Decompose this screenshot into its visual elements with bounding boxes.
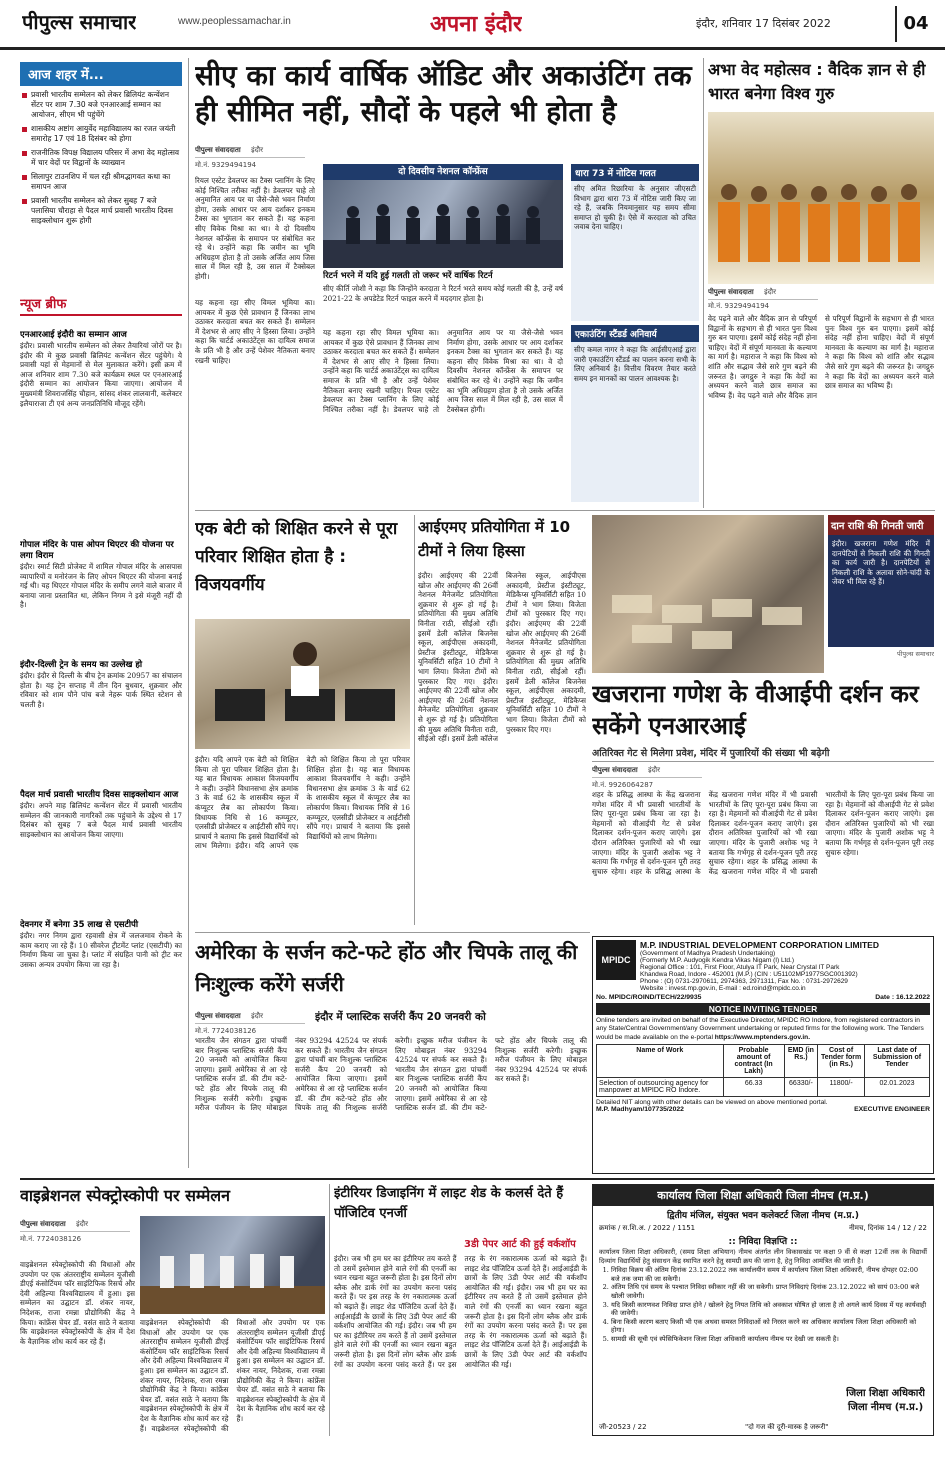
people-on-stage-icon <box>140 1216 325 1314</box>
neemuch-list <box>593 1266 933 1343</box>
horizontal-rule <box>195 932 590 933</box>
bullet-icon <box>22 151 27 156</box>
neemuch-slogan: "दो गज की दूरी-मास्क है जरूरी" <box>745 1423 829 1431</box>
ca-mobile: मो.नं. 9329494194 <box>195 161 257 169</box>
ca-sidebar <box>571 164 699 504</box>
column-divider <box>329 1184 330 1436</box>
tender-table <box>596 1044 930 1097</box>
ca-headline: सीए का कार्य वार्षिक ऑडिट और अकाउंटिंग तक ही सीमित नहीं, सौदों के पहले भी होता है <box>195 59 692 128</box>
khajrana-byline: पीपुल्स संवाददाता इंदौर <box>592 764 702 778</box>
ca-text-left: रियल एस्टेट डेवलपर का टैक्स प्लानिंग के लिए कोई निश्चित तरीका नहीं है। डेवलपर चाहे तो अनुमानित आय पर या जैसे-जैसे भवन निर्माण होगा, उसके आधार पर आय दर्शाकर इनकम टैक्स का भुगतान कर सकते हैं। यह कहना सीए विवेक मिश्रा का था। वे दो दिवसीय नेशनल कॉन्फ्रेंस के समापन पर संबोधित कर रहे थे। उन्होंने कहा कि जमीन का भूमि अधिग्रहण होता है तो उसके अर्जित आय जिस साल में मिल रही है, उस साल में टैक्सेबल होगी। <box>195 176 315 281</box>
khajrana-text: शहर के प्रसिद्ध आस्था के केंद्र खजराना गणेश मंदिर में भी प्रवासी भारतीयों के लिए पूरा-पूरा प्रबंध किया जा रहा है। मेहमानों को वीआईपी गेट से प्रवेश दिलाकर दर्शन-पूजन कराए जाएंगे। इस दौरान अतिरिक्त पुजारियों को भी रखा जाएगा। मंदिर के पुजारी अशोक भट्ट ने बताया कि गर्भगृह से दर्शन-पूजन पूरी तरह सुचारु रहेगा। शहर के प्रसिद्ध आस्था के केंद्र खजराना गणेश मंदिर में भी प्रवासी भारतीयों के लिए पूरा-पूरा प्रबंध किया जा रहा है। मेहमानों को वीआईपी गेट से प्रवेश दिलाकर दर्शन-पूजन कराए जाएंगे। इस दौरान अतिरिक्त पुजारियों को भी रखा जाएगा। मंदिर के पुजारी अशोक भट्ट ने बताया कि गर्भगृह से दर्शन-पूजन पूरी तरह सुचारु रहेगा। शहर के प्रसिद्ध आस्था के केंद्र खजराना गणेश मंदिर में भी प्रवासी भारतीयों के लिए पूरा-पूरा प्रबंध किया जा रहा है। मेहमानों को वीआईपी गेट से प्रवेश दिलाकर दर्शन-पूजन कराए जाएंगे। इस दौरान अतिरिक्त पुजारियों को भी रखा जाएगा। मंदिर के पुजारी अशोक भट्ट ने बताया कि गर्भगृह से दर्शन-पूजन पूरी तरह सुचारु रहेगा। <box>592 790 934 876</box>
mpidc-ref: No. MPIDC/ROIND/TECH/22/9935 <box>596 994 702 1001</box>
brief-heading: गोपाल मंदिर के पास ओपन थिएटर की योजना पर लगा विराम <box>20 540 174 561</box>
neemuch-title: कार्यालय जिला शिक्षा अधिकारी जिला नीमच (म.प्र.) <box>593 1185 933 1206</box>
brief-text: इंदौर। इंदौर से दिल्ली के बीच ट्रेन क्रमांक 20957 का संचालन होता है। यह ट्रेन सप्ताह में तीन दिन बुधवार, शुक्रवार और रविवार को शाम पौने पांच बजे नेहरू पार्क स्थित स्टेशन से चलती है। <box>20 671 182 709</box>
neemuch-signatory: जिला शिक्षा अधिकारी <box>846 1388 925 1399</box>
page-number: 04 <box>895 6 935 42</box>
mpidc-logo: MPIDC <box>596 940 636 980</box>
mpidc-title: M.P. INDUSTRIAL DEVELOPMENT CORPORATION LIMITED <box>640 940 879 950</box>
vibration-byline: पीपुल्स संवाददाता इंदौर <box>20 1218 130 1232</box>
neemuch-jee: जी-20523 / 22 <box>599 1423 647 1431</box>
sidebar-heading: धारा 73 में नोटिस गलत <box>571 164 699 181</box>
vibration-headline: वाइब्रेशनल स्पेक्ट्रोस्कोपी पर सम्मेलन <box>20 1186 231 1205</box>
ca-byline: पीपुल्स संवाददाता इंदौर <box>195 144 305 158</box>
list-item: राजनीतिक विपक्ष विद्यालय परिसर में अभा वेद महोत्सव में चार वेदों पर विद्वानों के व्याख्यान <box>22 148 180 168</box>
ima-text: इंदौर। आईएमए की 22वीं खोज और आईएमए की 26वीं नेशनल मैनेजमेंट प्रतियोगिता शुक्रवार से शुरू हो गई है। प्रतियोगिता की मुख्य अतिथि विनीता राठी, सीईओ रहीं। इसमें डेली कॉलेज बिजनेस स्कूल, आईपीएस अकादमी, प्रेस्टीज इंस्टीट्यूट, मेडिकैप्स यूनिवर्सिटी सहित 10 टीमों ने भाग लिया। विजेता टीमों को पुरस्कार दिए गए। इंदौर। आईएमए की 22वीं खोज और आईएमए की 26वीं नेशनल मैनेजमेंट प्रतियोगिता शुक्रवार से शुरू हो गई है। प्रतियोगिता की मुख्य अतिथि विनीता राठी, सीईओ रहीं। इसमें डेली कॉलेज बिजनेस स्कूल, आईपीएस अकादमी, प्रेस्टीज इंस्टीट्यूट, मेडिकैप्स यूनिवर्सिटी सहित 10 टीमों ने भाग लिया। विजेता टीमों को पुरस्कार दिए गए। इंदौर। आईएमए की 22वीं खोज और आईएमए की 26वीं नेशनल मैनेजमेंट प्रतियोगिता शुक्रवार से शुरू हो गई है। प्रतियोगिता की मुख्य अतिथि विनीता राठी, सीईओ रहीं। इसमें डेली कॉलेज बिजनेस स्कूल, आईपीएस अकादमी, प्रेस्टीज इंस्टीट्यूट, मेडिकैप्स यूनिवर्सिटी सहित 10 टीमों ने भाग लिया। विजेता टीमों को पुरस्कार दिए गए। <box>418 571 586 744</box>
list-item: सिलापुर टाउनशिप में चल रही श्रीमद्भागवत कथा का समापन आज <box>22 172 180 192</box>
masthead <box>0 0 945 50</box>
america-story <box>195 936 587 1174</box>
list-item: 3. यदि किसी कारणवश निविदा प्राप्त होने / खोलने हेतु नियत तिथि को अवकाश घोषित हो जाता है तो अगले कार्य दिवस में यह कार्यवाही की जावेगी। <box>611 1301 927 1318</box>
table-header: Cost of Tender form (in Rs.) <box>818 1045 865 1078</box>
computer-lab-icon <box>195 619 410 749</box>
table-row <box>597 1078 930 1097</box>
tender-footer-ref: M.P. Madhyam/107735/2022 <box>596 1106 684 1114</box>
vibration-text-left: वाइब्रेशनल स्पेक्ट्रोस्कोपी की विधाओं और उपयोग पर एक अंतरराष्ट्रीय सम्मेलन यूजीसी डीएई कंसोर्टियम फॉर साइंटिफिक रिसर्च और देवी अहिल्या विश्वविद्यालय में हुआ। इस सम्मेलन का उद्घाटन डॉ. शंकर नायर, निदेशक, राजा रमन्ना प्रौद्योगिकी केंद्र ने किया। कांफ्रेंस चेयर डॉ. वसंत साठे ने बताया कि वाइब्रेशनल स्पेक्ट्रोस्कोपी के क्षेत्र में देश के वैज्ञानिक शोध कार्य कर रहे हैं। <box>20 1260 135 1346</box>
veda-mobile: मो.नं. 9329494194 <box>708 302 770 310</box>
students-group-icon <box>708 112 934 284</box>
people-silhouettes-icon <box>323 180 563 268</box>
america-headline: अमेरिका के सर्जन कटे-फटे होंठ और चिपके तालू की निःशुल्क करेंगे सर्जरी <box>195 940 578 996</box>
list-item: शासकीय अष्टांग आयुर्वेद महाविद्यालय का रजत जयंती समारोह 17 एवं 18 दिसंबर को होगा <box>22 124 180 144</box>
tender-portal-link[interactable]: https://www.mptenders.gov.in. <box>714 1033 811 1041</box>
neemuch-ref: क्रमांक / स.शि.अ. / 2022 / 1151 <box>599 1224 696 1232</box>
horizontal-rule <box>195 510 935 511</box>
veda-headline: अभा वेद महोत्सव : वैदिक ज्ञान से ही भारत बनेगा विश्व गुरु <box>708 60 926 103</box>
mpidc-line: (Formerly M.P. Audyogik Kendra Vikas Nigam (I) Ltd.) <box>640 957 795 964</box>
mpidc-tender-ad <box>592 936 934 1174</box>
donation-heading: दान राशि की गिनती जारी <box>828 515 934 535</box>
veda-text: वेद पढ़ने वाले और वैदिक ज्ञान से परिपूर्ण विद्वानों के सहभाग से ही भारत पुनः विश्व गुरु बन पाएगा। इसमें कोई संदेह नहीं होना चाहिए। वेदों में संपूर्ण मानवता के कल्याण का मार्ग है। महाराज ने कहा कि विश्व को शांति और सद्भाव जैसे सारे गुण बढ़ने की जरूरत है। जगद्गुरु ने कहा कि वेदों का अध्ययन करने वाले छात्र समाज का भविष्य हैं। वेद पढ़ने वाले और वैदिक ज्ञान से परिपूर्ण विद्वानों के सहभाग से ही भारत पुनः विश्व गुरु बन पाएगा। इसमें कोई संदेह नहीं होना चाहिए। वेदों में संपूर्ण मानवता के कल्याण का मार्ग है। महाराज ने कहा कि विश्व को शांति और सद्भाव जैसे सारे गुण बढ़ने की जरूरत है। जगद्गुरु ने कहा कि वेदों का अध्ययन करने वाले छात्र समाज का भविष्य हैं। <box>708 314 934 400</box>
ca-text-left2: यह कहना रहा सीए विमल भूमिया का। आयकर में कुछ ऐसे प्रावधान हैं जिनका लाभ उठाकर करदाता बचत कर सकते हैं। सम्मेलन में देशभर से आए सीए ने हिस्सा लिया। उन्होंने कहा कि चार्टर्ड अकाउंटेंट्स का दायित्व समाज के प्रति भी है और उन्हें पेशेवर नैतिकता बनाए रखनी चाहिए। <box>195 298 315 365</box>
dateline: इंदौर, शनिवार 17 दिसंबर 2022 <box>696 17 831 30</box>
bullet-icon <box>22 93 27 98</box>
ima-story <box>418 515 586 925</box>
brief-heading: देवनगर में बनेगा 35 लाख से एसटीपी <box>20 920 139 930</box>
donation-photo <box>592 515 824 673</box>
khajrana-mobile: मो.नं. 9926064287 <box>592 781 654 789</box>
brief-text: इंदौर। प्रवासी भारतीय सम्मेलन को लेकर तैयारियां जोरों पर है। इंदौर की मे कुछ प्रवासी ब्रिलियंट कन्वेंशन सेंटर पहुंचेगे। ये प्रवासी यहां से मेहमानों से मेल मुलाकात करेंगे। इसी क्रम में आज शनिवार शाम 7.30 बजे कार्यक्रम स्थल पर एनआरआई इंदौरी सम्मान का आयोजन किया जाएगा। आयोजन में मुख्यमंत्री शिवराजसिंह चौहान, सांसद शंकर लालवानी, कलेक्टर इलैयाराजा टी एवं अन्य जनप्रतिनिधि मौजूद रहेंगे। <box>20 341 182 408</box>
america-byline: पीपुल्स संवाददाता इंदौर <box>195 1010 305 1024</box>
vijay-text: इंदौर। यदि आपने एक बेटी को शिक्षित किया तो पूरा परिवार शिक्षित होता है। यह बात विधायक आकाश विजयवर्गीय ने कही। उन्होंने विधानसभा क्षेत्र क्रमांक 3 के वार्ड 62 के शासकीय स्कूल में कंप्यूटर लैब का लोकार्पण किया। विधायक निधि से 16 कम्प्यूटर, एलसीडी प्रोजेक्टर व आईटीसी सौंपे गए। प्राचार्य ने बताया कि इससे विद्यार्थियों को लाभ मिलेगा। इंदौर। यदि आपने एक बेटी को शिक्षित किया तो पूरा परिवार शिक्षित होता है। यह बात विधायक आकाश विजयवर्गीय ने कही। उन्होंने विधानसभा क्षेत्र क्रमांक 3 के वार्ड 62 के शासकीय स्कूल में कंप्यूटर लैब का लोकार्पण किया। विधायक निधि से 16 कम्प्यूटर, एलसीडी प्रोजेक्टर व आईटीसी सौंपे गए। प्राचार्य ने बताया कि इससे विद्यार्थियों को लाभ मिलेगा। <box>195 755 410 851</box>
table-cell: 66.33 <box>723 1078 784 1097</box>
neemuch-intro: कार्यालय जिला शिक्षा अधिकारी, (समग्र शिक्षा अभियान) नीमच अंतर्गत लीन विकासखंड पर कक्षा 9 वीं से कक्षा 12वीं तक के विद्यार्थी दिव्यांग विद्यार्थियों हेतु संसाधन केंद्र स्थापित करने हेतु सामग्री क्रय की जाना है, हेतु निविदा आमंत्रित की जाती है। <box>599 1248 927 1265</box>
brief-heading: एनआरआई इंदौरी का सम्मान आज <box>20 330 127 340</box>
mpidc-line: Khandwa Road, Indore - 452001 (M.P.) (CIN : U51102MP1977SGC001392) <box>640 971 858 978</box>
table-header: Probable amount of contract (In Lakh) <box>723 1045 784 1078</box>
ca-story <box>195 58 700 508</box>
neemuch-notice <box>592 1184 934 1436</box>
bullet-icon <box>22 175 27 180</box>
bullet-icon <box>22 199 27 204</box>
sidebar-text: सीए कमल नागर ने कहा कि आईसीएआई द्वारा जारी एकाउंटिंग स्टैंडर्ड का पालन करना सभी के लिए अनिवार्य है। वित्तीय विवरण तैयार करते समय इन मानकों का पालन आवश्यक है। <box>571 342 699 502</box>
currency-notes-icon <box>592 515 824 673</box>
section-title: अपना इंदौर <box>430 12 523 37</box>
brief-text: इंदौर। अपने माह ब्रिलियंट कन्वेंशन सेंटर में प्रवासी भारतीय सम्मेलन की जानकारी नागरिकों तक पहुंचाने के उद्देश्य से 17 दिसंबर को सुबह 7 बजे पैदल मार्च प्रवासी भारतीय साइक्लोथान का आयोजन किया जाएगा। <box>20 801 182 839</box>
interior-text: इंदौर। जब भी हम घर का इंटीरियर तय करते हैं तो उसमें इस्तेमाल होने वाले रंगों की एनर्जी का ध्यान रखना बहुत जरूरी होता है। इस दिनों लोग ब्लैक और डार्क रंगों का उपयोग करना पसंद करते हैं। पर इस तरह के रंग नकारात्मक ऊर्जा को बढ़ाते हैं। लाइट शेड पॉजिटिव ऊर्जा देते हैं। आईआईडी के छात्रों के लिए 3डी पेपर आर्ट की वर्कशॉप आयोजित की गई। इंदौर। जब भी हम घर का इंटीरियर तय करते हैं तो उसमें इस्तेमाल होने वाले रंगों की एनर्जी का ध्यान रखना बहुत जरूरी होता है। इस दिनों लोग ब्लैक और डार्क रंगों का उपयोग करना पसंद करते हैं। पर इस तरह के रंग नकारात्मक ऊर्जा को बढ़ाते हैं। लाइट शेड पॉजिटिव ऊर्जा देते हैं। आईआईडी के छात्रों के लिए 3डी पेपर आर्ट की वर्कशॉप आयोजित की गई। इंदौर। जब भी हम घर का इंटीरियर तय करते हैं तो उसमें इस्तेमाल होने वाले रंगों की एनर्जी का ध्यान रखना बहुत जरूरी होता है। इस दिनों लोग ब्लैक और डार्क रंगों का उपयोग करना पसंद करते हैं। पर इस तरह के रंग नकारात्मक ऊर्जा को बढ़ाते हैं। लाइट शेड पॉजिटिव ऊर्जा देते हैं। आईआईडी के छात्रों के लिए 3डी पेपर आर्ट की वर्कशॉप आयोजित की गई। <box>334 1254 587 1369</box>
brief-text: इंदौर। स्मार्ट सिटी प्रोजेक्ट में शामिल गोपाल मंदिर के आसपास व्यापारियों व मनोरंजन के लिए ओपन थिएटर की योजना बनाई गई थी। यह थिएटर गोपाल मंदिर के समीप लगने वाले बाजार में बनाया जाना प्रस्तावित था, लेकिन निगम ने इसे मंजूरी नहीं दी है। <box>20 562 182 610</box>
sidebar-text: सीए अमित रिछारिया के अनुसार जीएसटी विभाग द्वारा धारा 73 में नोटिस जारी किए जा रहे हैं, जबकि नियमानुसार यह समय सीमा समाप्त हो चुकी है। ऐसे में करदाता को उचित जवाब देना चाहिए। <box>571 181 699 321</box>
list-item: 1. निविदा विक्रय की अंतिम दिनांक 23.12.2022 तक कार्यालयीन समय में कार्यालय जिला शिक्षा अधिकारी, नीमच दोपहर 02:00 बजे तक जमा की जा सकेगी। <box>611 1266 927 1283</box>
mpidc-line: Website : invest.mp.gov.in, E-mail : ed.roind@mpidc.co.in <box>640 985 806 992</box>
sidebar-heading: एकाउंटिंग स्टैंडर्ड अनिवार्य <box>571 325 699 342</box>
brief-item <box>20 916 182 1036</box>
notice-text: Online tenders are invited on behalf of the Executive Director, MPIDC RO Indore, from registered contractors in any State/Central Government/any Government undertaking or reputed firms for the following work. The Tenders would be made available on the e-portal https://www.mptenders.gov.in. <box>596 1017 924 1041</box>
interior-subhead: 3डी पेपर आर्ट की हुई वर्कशॉप <box>464 1239 576 1250</box>
brief-item <box>20 656 182 786</box>
donation-box <box>828 515 934 673</box>
neemuch-date: नीमच, दिनांक 14 / 12 / 22 <box>849 1224 927 1232</box>
list-item: प्रवासी भारतीय सम्मेलन को लेकर सुबह 7 बजे पलासिया चौराहा से पैदल मार्च प्रवासी भारतीय दिवस साइक्लोथान शुरू होगी <box>22 196 180 226</box>
table-cell: 02.01.2023 <box>865 1078 930 1097</box>
interior-headline: इंटीरियर डिजाइनिंग में लाइट शेड के कलर्स देते हैं पॉजिटिव एनर्जी <box>334 1186 564 1221</box>
column-divider <box>414 515 415 925</box>
ca-photo-banner: दो दिवसीय नेशनल कॉन्फ्रेंस <box>323 164 563 180</box>
vibration-mobile: मो.नं. 7724038126 <box>20 1235 82 1243</box>
table-cell: 11800/- <box>818 1078 865 1097</box>
veda-photo <box>708 112 934 284</box>
column-divider <box>703 58 704 508</box>
vijay-headline: एक बेटी को शिक्षित करने से पूरा परिवार शिक्षित होता है : विजयवर्गीय <box>195 519 398 595</box>
vibration-story <box>20 1184 325 1436</box>
table-cell: Selection of outsourcing agency for manpower at MPIDC RO Indore. <box>597 1078 724 1097</box>
veda-byline: पीपुल्स संवाददाता इंदौर <box>708 286 818 300</box>
notice-title: NOTICE INVITING TENDER <box>596 1003 930 1015</box>
mpidc-date: Date : 16.12.2022 <box>875 994 930 1001</box>
mpidc-line: Phone : (O) 0731-2970611, 2974363, 2971311, Fax No. : 0731-2972629 <box>640 978 848 985</box>
brief-text: इंदौर। नगर निगम द्वारा रहवासी क्षेत्र में जलजमाव रोकने के काम कराए जा रहे हैं। 10 सीवरेज ट्रीटमेंट प्लांट (एसटीपी) का निर्माण किया जा चुका है। प्लांट में संग्रहित पानी को ट्रीट कर उसका अन्यत्र उपयोग किया जा रहा है। <box>20 931 182 969</box>
interior-story <box>334 1184 587 1436</box>
brief-item <box>20 786 182 916</box>
khajrana-headline: खजराना गणेश के वीआईपी दर्शन कर सकेंगे एनआरआई <box>592 680 919 740</box>
aaj-shahar-box <box>20 62 182 284</box>
horizontal-rule <box>20 1178 935 1180</box>
list-item: 2. अंतिम तिथि एवं समय के पश्चात निविदा स्वीकार नहीं की जा सकेगी। प्राप्त निविदाएं दिनांक 23.12.2022 को सायं 03:00 बजे खोली जावेगी। <box>611 1283 927 1300</box>
news-brief-title: न्यूज ब्रीफ <box>20 294 182 316</box>
brief-item <box>20 536 182 656</box>
donation-caption: इंदौर। खजराना गणेश मंदिर में दानपेटियों से निकली राशि की गिनती का कार्य जारी है। दानपेटियों से निकली राशि के अलावा सोने-चांदी के जेवर भी मिल रहे हैं। <box>828 535 934 647</box>
vijay-photo <box>195 619 410 749</box>
neemuch-notice-title: :: निविदा विज्ञप्ति :: <box>728 1237 798 1247</box>
tender-footer: Detailed NIT along with other details can be viewed on above mentioned portal. <box>596 1099 828 1107</box>
ca-conference-photo <box>323 180 563 268</box>
vibration-photo <box>140 1216 325 1314</box>
neemuch-sub: द्वितीय मंजिल, संयुक्त भवन कलेक्टर्ट जिला नीमच (म.प्र.) <box>666 1211 860 1221</box>
table-cell: 66330/- <box>784 1078 817 1097</box>
brief-heading: पैदल मार्च प्रवासी भारतीय दिवस साइक्लोथान आज <box>20 790 179 800</box>
bullet-icon <box>22 127 27 132</box>
ima-headline: आईएमए प्रतियोगिता में 10 टीमों ने लिया हिस्सा <box>418 518 571 560</box>
vijay-story <box>195 515 410 925</box>
vibration-text-right: वाइब्रेशनल स्पेक्ट्रोस्कोपी की विधाओं और उपयोग पर एक अंतरराष्ट्रीय सम्मेलन यूजीसी डीएई कंसोर्टियम फॉर साइंटिफिक रिसर्च और देवी अहिल्या विश्वविद्यालय में हुआ। इस सम्मेलन का उद्घाटन डॉ. शंकर नायर, निदेशक, राजा रमन्ना प्रौद्योगिकी केंद्र ने किया। कांफ्रेंस चेयर डॉ. वसंत साठे ने बताया कि वाइब्रेशनल स्पेक्ट्रोस्कोपी के क्षेत्र में देश के वैज्ञानिक शोध कार्य कर रहे हैं। वाइब्रेशनल स्पेक्ट्रोस्कोपी की विधाओं और उपयोग पर एक अंतरराष्ट्रीय सम्मेलन यूजीसी डीएई कंसोर्टियम फॉर साइंटिफिक रिसर्च और देवी अहिल्या विश्वविद्यालय में हुआ। इस सम्मेलन का उद्घाटन डॉ. शंकर नायर, निदेशक, राजा रमन्ना प्रौद्योगिकी केंद्र ने किया। कांफ्रेंस चेयर डॉ. वसंत साठे ने बताया कि वाइब्रेशनल स्पेक्ट्रोस्कोपी के क्षेत्र में देश के वैज्ञानिक शोध कार्य कर रहे हैं। <box>140 1318 325 1433</box>
america-subhead: इंदौर में प्लास्टिक सर्जरी कैंप 20 जनवरी को <box>315 1011 486 1023</box>
ca-caption-head: रिटर्न भरने में यदि हुई गलती तो जरूर भरें वार्षिक रिटर्न <box>323 271 493 281</box>
newspaper-logo: पीपुल्स समाचार <box>22 10 137 34</box>
column-divider <box>188 58 189 1168</box>
aaj-shahar-list <box>20 86 182 234</box>
aaj-shahar-title: आज शहर में... <box>20 62 182 86</box>
mpidc-line: (Government of Madhya Pradesh Undertaking) <box>640 950 776 957</box>
neemuch-signatory-district: जिला नीमच (म.प्र.) <box>847 1402 924 1413</box>
veda-story <box>708 58 934 508</box>
newspaper-url[interactable]: www.peoplessamachar.in <box>178 16 291 27</box>
list-item: 5. सामग्री की सूची एवं स्पेसिफिकेशन जिला शिक्षा अधिकारी कार्यालय नीमच पर देखी जा सकती है। <box>611 1335 927 1344</box>
tender-signatory: EXECUTIVE ENGINEER <box>854 1106 930 1114</box>
table-header: EMD (in Rs.) <box>784 1045 817 1078</box>
ca-text-center: यह कहना रहा सीए विमल भूमिया का। आयकर में कुछ ऐसे प्रावधान हैं जिनका लाभ उठाकर करदाता बचत कर सकते हैं। सम्मेलन में देशभर से आए सीए ने हिस्सा लिया। उन्होंने कहा कि चार्टर्ड अकाउंटेंट्स का दायित्व समाज के प्रति भी है और उन्हें पेशेवर नैतिकता बनाए रखनी चाहिए। रियल एस्टेट डेवलपर का टैक्स प्लानिंग के लिए कोई निश्चित तरीका नहीं है। डेवलपर चाहे तो अनुमानित आय पर या जैसे-जैसे भवन निर्माण होगा, उसके आधार पर आय दर्शाकर इनकम टैक्स का भुगतान कर सकते हैं। यह कहना सीए विवेक मिश्रा का था। वे दो दिवसीय नेशनल कॉन्फ्रेंस के समापन पर संबोधित कर रहे थे। उन्होंने कहा कि जमीन का भूमि अधिग्रहण होता है तो उसके अर्जित आय जिस साल में मिल रही है, उस साल में टैक्सेबल होगी। <box>323 328 563 414</box>
table-header: Name of Work <box>597 1045 724 1078</box>
table-header: Last date of Submission of Tender <box>865 1045 930 1078</box>
america-text: भारतीय जैन संगठन द्वारा पांचवीं बार निःशुल्क प्लास्टिक सर्जरी कैंप 20 जनवरी को आयोजित किया जाएगा। इसमें अमेरिका से आ रहे प्लास्टिक सर्जन डॉ. की टीम कटे-फटे होंठ और चिपके तालू की निःशुल्क सर्जरी करेगी। इच्छुक मरीज पंजीयन के लिए मोबाइल नंबर 93294 42524 पर संपर्क कर सकते हैं। भारतीय जैन संगठन द्वारा पांचवीं बार निःशुल्क प्लास्टिक सर्जरी कैंप 20 जनवरी को आयोजित किया जाएगा। इसमें अमेरिका से आ रहे प्लास्टिक सर्जन डॉ. की टीम कटे-फटे होंठ और चिपके तालू की निःशुल्क सर्जरी करेगी। इच्छुक मरीज पंजीयन के लिए मोबाइल नंबर 93294 42524 पर संपर्क कर सकते हैं। भारतीय जैन संगठन द्वारा पांचवीं बार निःशुल्क प्लास्टिक सर्जरी कैंप 20 जनवरी को आयोजित किया जाएगा। इसमें अमेरिका से आ रहे प्लास्टिक सर्जन डॉ. की टीम कटे-फटे होंठ और चिपके तालू की निःशुल्क सर्जरी करेगी। इच्छुक मरीज पंजीयन के लिए मोबाइल नंबर 93294 42524 पर संपर्क कर सकते हैं। <box>195 1036 587 1113</box>
list-item: प्रवासी भारतीय सम्मेलन को लेकर ब्रिलियंट कन्वेंशन सेंटर पर शाम 7.30 बजे एनआरआई सम्मान का आयोजन, सीएम भी पहुंचेंगे <box>22 90 180 120</box>
khajrana-story <box>592 678 934 928</box>
america-mobile: मो.नं. 7724038126 <box>195 1027 257 1035</box>
brief-heading: इंदौर-दिल्ली ट्रेन के समय का उल्लेख हो <box>20 660 143 670</box>
photo-credit: पीपुल्स समाचार <box>897 650 934 658</box>
khajrana-subhead: अतिरिक्त गेट से मिलेगा प्रवेश, मंदिर में पुजारियों की संख्या भी बढ़ेगी <box>592 746 934 762</box>
list-item: 4. बिना किसी कारण बताए किसी भी एक अथवा समस्त निविदाओं को निरस्त करने का अधिकार कार्यालय जिला शिक्षा अधिकारी को होगा। <box>611 1318 927 1335</box>
mpidc-line: Regional Office : 101, First Floor, Atulya IT Park, Near Crystal IT Park <box>640 964 840 971</box>
brief-item <box>20 326 182 536</box>
ca-caption: सीए कीर्ति जोशी ने कहा कि जिन्होंने करदाता ने रिटर्न भरते समय कोई गलती की है, उन्हें वर्ष 2021-22 के अपडेटेड रिटर्न फाइल करने में मददगार होता है। <box>323 284 563 303</box>
